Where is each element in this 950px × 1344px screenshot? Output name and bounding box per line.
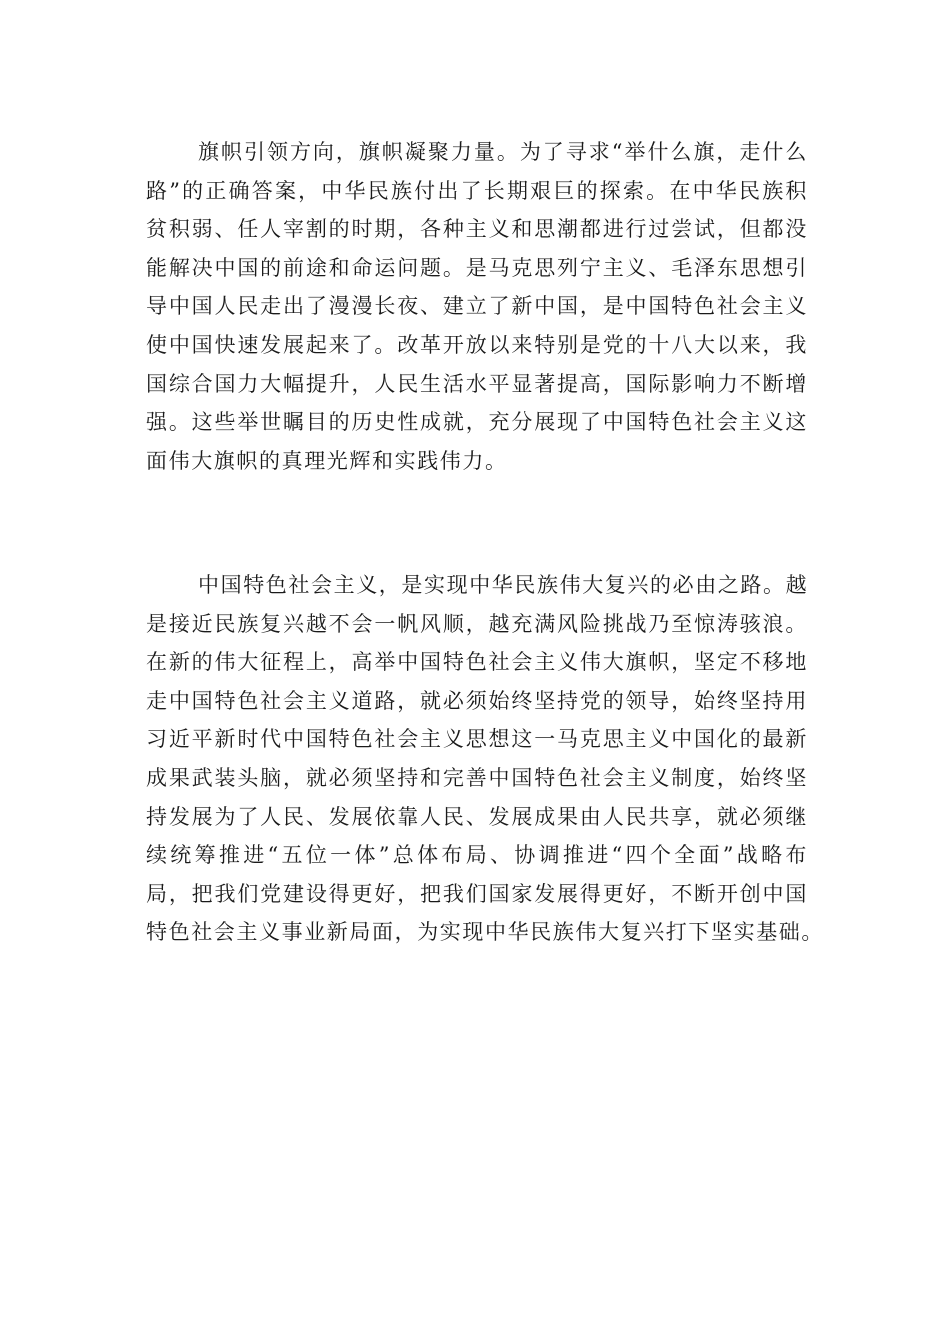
- paragraph-line: 成果武装头脑，就必须坚持和完善中国特色社会主义制度，始终坚: [146, 765, 808, 790]
- paragraph-line: 局，把我们党建设得更好，把我们国家发展得更好，不断开创中国: [146, 881, 808, 906]
- paragraph-line: 贫积弱、任人宰割的时期，各种主义和思潮都进行过尝试，但都没: [146, 217, 808, 242]
- paragraph-line: 续统筹推进“五位一体”总体布局、协调推进“四个全面”战略布: [146, 843, 808, 868]
- paragraph-line: 路”的正确答案，中华民族付出了长期艰巨的探索。在中华民族积: [146, 178, 808, 203]
- paragraph-line: 国综合国力大幅提升，人民生活水平显著提高，国际影响力不断增: [146, 371, 808, 396]
- paragraph-line: 持发展为了人民、发展依靠人民、发展成果由人民共享，就必须继: [146, 804, 808, 829]
- paragraph-line: 强。这些举世瞩目的历史性成就，充分展现了中国特色社会主义这: [146, 410, 808, 435]
- paragraph-line: 面伟大旗帜的真理光辉和实践伟力。: [146, 448, 508, 473]
- paragraph-line: 习近平新时代中国特色社会主义思想这一马克思主义中国化的最新: [146, 727, 808, 752]
- paragraph-1: [146, 133, 808, 480]
- paragraph-2: [146, 566, 824, 952]
- paragraph-line: 特色社会主义事业新局面，为实现中华民族伟大复兴打下坚实基础。: [146, 920, 824, 945]
- paragraph-line: 能解决中国的前途和命运问题。是马克思列宁主义、毛泽东思想引: [146, 255, 808, 280]
- paragraph-line: 导中国人民走出了漫漫长夜、建立了新中国，是中国特色社会主义: [146, 294, 808, 319]
- paragraph-line: 使中国快速发展起来了。改革开放以来特别是党的十八大以来，我: [146, 332, 808, 357]
- paragraph-line: 旗帜引领方向，旗帜凝聚力量。为了寻求“举什么旗，走什么: [198, 140, 808, 164]
- paragraph-line: 中国特色社会主义，是实现中华民族伟大复兴的必由之路。越: [198, 573, 809, 597]
- paragraph-line: 走中国特色社会主义道路，就必须始终坚持党的领导，始终坚持用: [146, 688, 808, 713]
- paragraph-line: 在新的伟大征程上，高举中国特色社会主义伟大旗帜，坚定不移地: [146, 650, 808, 675]
- paragraph-line: 是接近民族复兴越不会一帆风顺，越充满风险挑战乃至惊涛骇浪。: [146, 611, 808, 636]
